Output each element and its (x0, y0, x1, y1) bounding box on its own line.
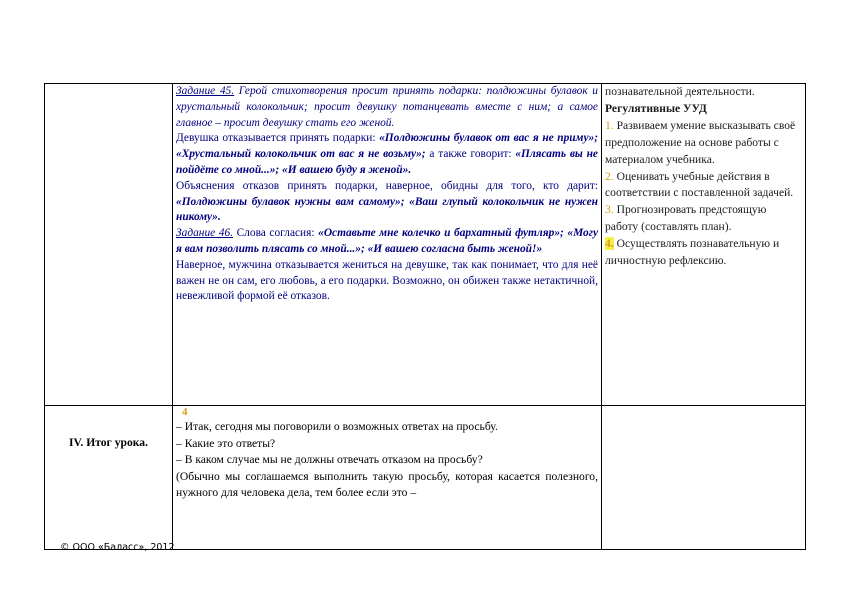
summary-line-2: – Какие это ответы? (176, 436, 276, 450)
conclusion-paragraph: Наверное, мужчина отказывается жениться на девушке, так как понимает, что для неё важен не он сам, его любовь, а его подарки. Возможно, он обижен также нетактичной, невежливой формой её отказов. (176, 258, 598, 303)
task-45-text: Герой стихотворения просит принять подарки: полдюжины булавок и хрустальный колокольчик; просит девушку потанцевать вместе с ним; а самое главное – просит девушку стать его женой. (176, 85, 599, 129)
task-46-label: Задание 46. (176, 227, 234, 240)
uud-item-2 (605, 169, 802, 203)
refusal-text-a: Девушка отказывается принять подарки: (176, 132, 380, 145)
uud-item-1 (605, 118, 802, 169)
uud-item-number: 4. (605, 237, 614, 251)
content-cell (173, 84, 602, 406)
refusal-quote-b: «Полдюжины булавок от вас я не приму»; «Хрустальный колокольчик от вас я не возьму»; (176, 132, 598, 161)
explanation-paragraph (176, 179, 598, 226)
uud-item-text: Оценивать учебные действия в соответствии с поставленной задачей. (605, 169, 794, 200)
uud-item-number: 1. (605, 118, 614, 132)
summary-line-1: – Итак, сегодня мы поговорили о возможных ответах на просьбу. (176, 420, 498, 433)
empty-cell (602, 406, 806, 550)
task-46-quote: «Оставьте мне колечко и бархатный футляр»; «Могу я вам позволить плясать со мной...»; «И вашею согласна быть женой!» (176, 227, 598, 255)
summary-line-3: – В каком случае мы не должны отвечать отказом на просьбу? (176, 453, 483, 467)
uud-item-number: 3. (605, 203, 614, 217)
uud-item-4 (605, 236, 802, 270)
uud-line0: познавательной деятельности. (605, 85, 755, 98)
summary-cell (173, 406, 602, 550)
lesson-table (44, 83, 806, 550)
summary-line-4: (Обычно мы соглашаемся выполнить такую просьбу, которая касается полезного, нужного для человека дела, тем более если это – (176, 469, 598, 500)
uud-heading: Регулятивные УУД (605, 101, 707, 115)
task-46-text: Слова согласия: (233, 227, 319, 240)
uud-item-text: Прогнозировать предстоящую работу (составлять план). (605, 203, 767, 234)
refusal-text-c: а также говорит: (425, 148, 516, 161)
refusal-paragraph (176, 131, 598, 178)
task-45-paragraph (176, 84, 598, 131)
explanation-text: Объяснения отказов принять подарки, наверное, обидны для того, кто дарит: (176, 179, 598, 192)
uud-item-3 (605, 202, 802, 236)
table-row (45, 84, 806, 406)
stage-cell-empty (45, 84, 173, 406)
uud-item-text: Осуществлять познавательную и личностную рефлексию. (605, 237, 780, 268)
task-46-paragraph (176, 226, 598, 258)
refusal-quote-d: «Плясать вы не пойдёте со мной...»; «И вашею буду я женой». (176, 148, 598, 176)
table-row (45, 406, 806, 550)
uud-item-number: 2. (605, 169, 614, 183)
uud-cell (602, 84, 806, 406)
copyright-footer: © ООО «Баласс», 2012 (60, 542, 175, 553)
stage-cell: IV. Итог урока. (45, 406, 173, 550)
explanation-quote: «Полдюжины булавок нужны вам самому»; «Ваш глупый колокольчик не нужен никому». (176, 195, 598, 224)
task-45-label: Задание 45. (176, 85, 235, 97)
slide-number: 4 (182, 406, 188, 418)
uud-item-text: Развиваем умение высказывать своё предположение на основе работы с материалом учебника. (605, 118, 796, 166)
